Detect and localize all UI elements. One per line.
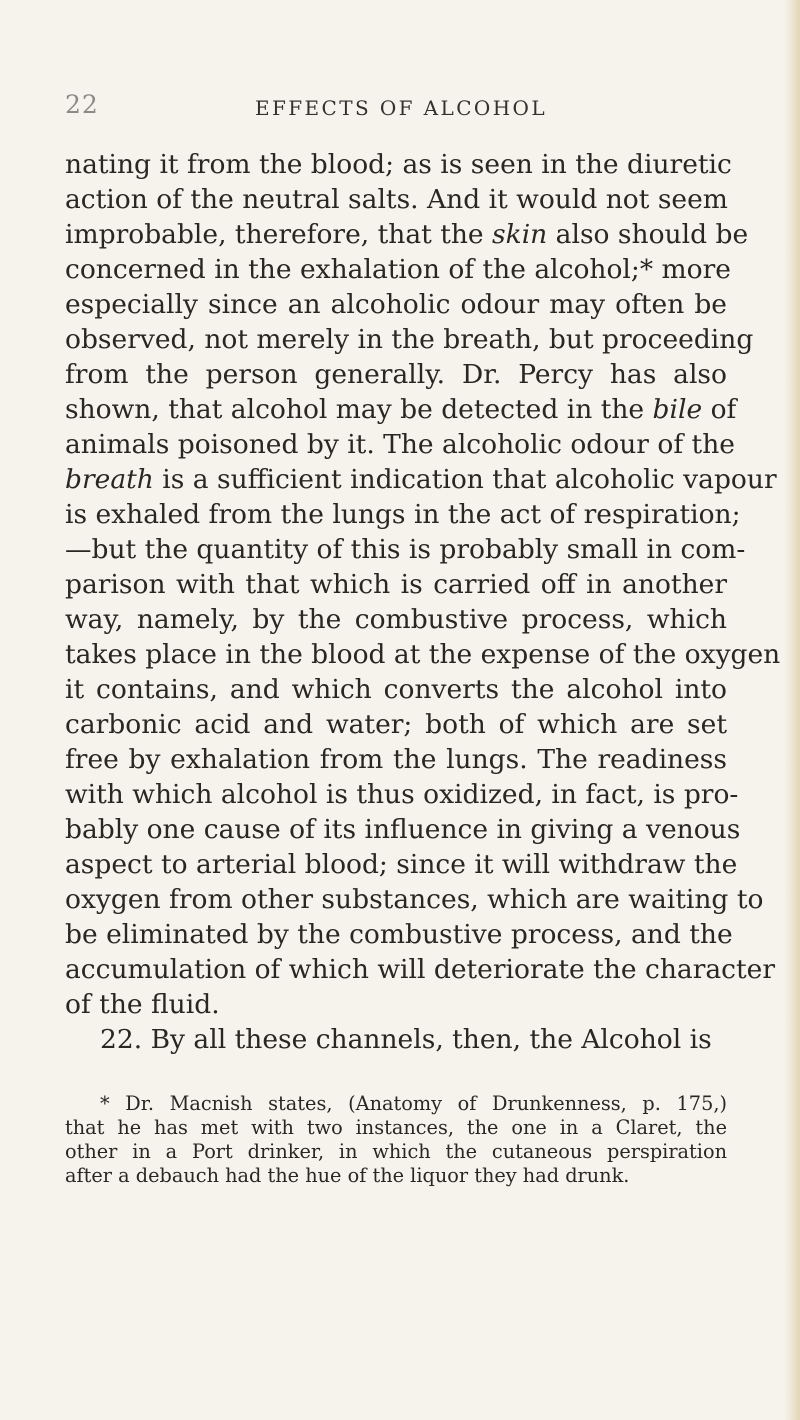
- body-line: with which alcohol is thus oxidized, in fact, is pro-: [65, 779, 739, 810]
- running-head: EFFECTS OF ALCOHOL: [255, 96, 548, 120]
- body-line: way, namely, by the combustive process, which: [65, 604, 727, 635]
- body-line: concerned in the exhalation of the alcohol;* more: [65, 254, 731, 285]
- footnote-line: * Dr. Macnish states, (Anatomy of Drunkenness, p. 175,): [100, 1092, 727, 1115]
- body-line: from the person generally. Dr. Percy has also: [65, 359, 727, 390]
- section-start-line: 22. By all these channels, then, the Alcohol is: [100, 1024, 712, 1055]
- body-line: aspect to arterial blood; since it will withdraw the: [65, 849, 738, 880]
- body-line: accumulation of which will deteriorate the character: [65, 954, 776, 985]
- page-number: 22: [65, 90, 99, 119]
- body-line: of the fluid.: [65, 989, 220, 1020]
- footnote-line: other in a Port drinker, in which the cutaneous perspiration: [65, 1140, 727, 1163]
- body-line: carbonic acid and water; both of which are set: [65, 709, 727, 740]
- page-edge-shadow: [784, 0, 800, 1420]
- body-line: —but the quantity of this is probably small in com-: [65, 534, 746, 565]
- body-line: oxygen from other substances, which are waiting to: [65, 884, 764, 915]
- body-line: improbable, therefore, that the skin also should be: [65, 219, 749, 250]
- body-line: observed, not merely in the breath, but proceeding: [65, 324, 754, 355]
- body-line: especially since an alcoholic odour may often be: [65, 289, 727, 320]
- body-line: shown, that alcohol may be detected in the bile of: [65, 394, 737, 425]
- body-line: parison with that which is carried off in another: [65, 569, 727, 600]
- footnote-line: that he has met with two instances, the one in a Claret, the: [65, 1116, 727, 1139]
- body-line: takes place in the blood at the expense of the oxygen: [65, 639, 781, 670]
- body-line: breath is a sufficient indication that alcoholic vapour: [65, 464, 777, 495]
- body-line: free by exhalation from the lungs. The readiness: [65, 744, 727, 775]
- body-line: animals poisoned by it. The alcoholic odour of the: [65, 429, 735, 460]
- footnote-line: after a debauch had the hue of the liquor they had drunk.: [65, 1164, 630, 1187]
- body-line: it contains, and which converts the alcohol into: [65, 674, 727, 705]
- body-line: nating it from the blood; as is seen in the diuretic: [65, 149, 732, 180]
- body-line: bably one cause of its influence in giving a venous: [65, 814, 741, 845]
- body-line: action of the neutral salts. And it would not seem: [65, 184, 728, 215]
- body-line: is exhaled from the lungs in the act of respiration;: [65, 499, 741, 530]
- body-line: be eliminated by the combustive process, and the: [65, 919, 733, 950]
